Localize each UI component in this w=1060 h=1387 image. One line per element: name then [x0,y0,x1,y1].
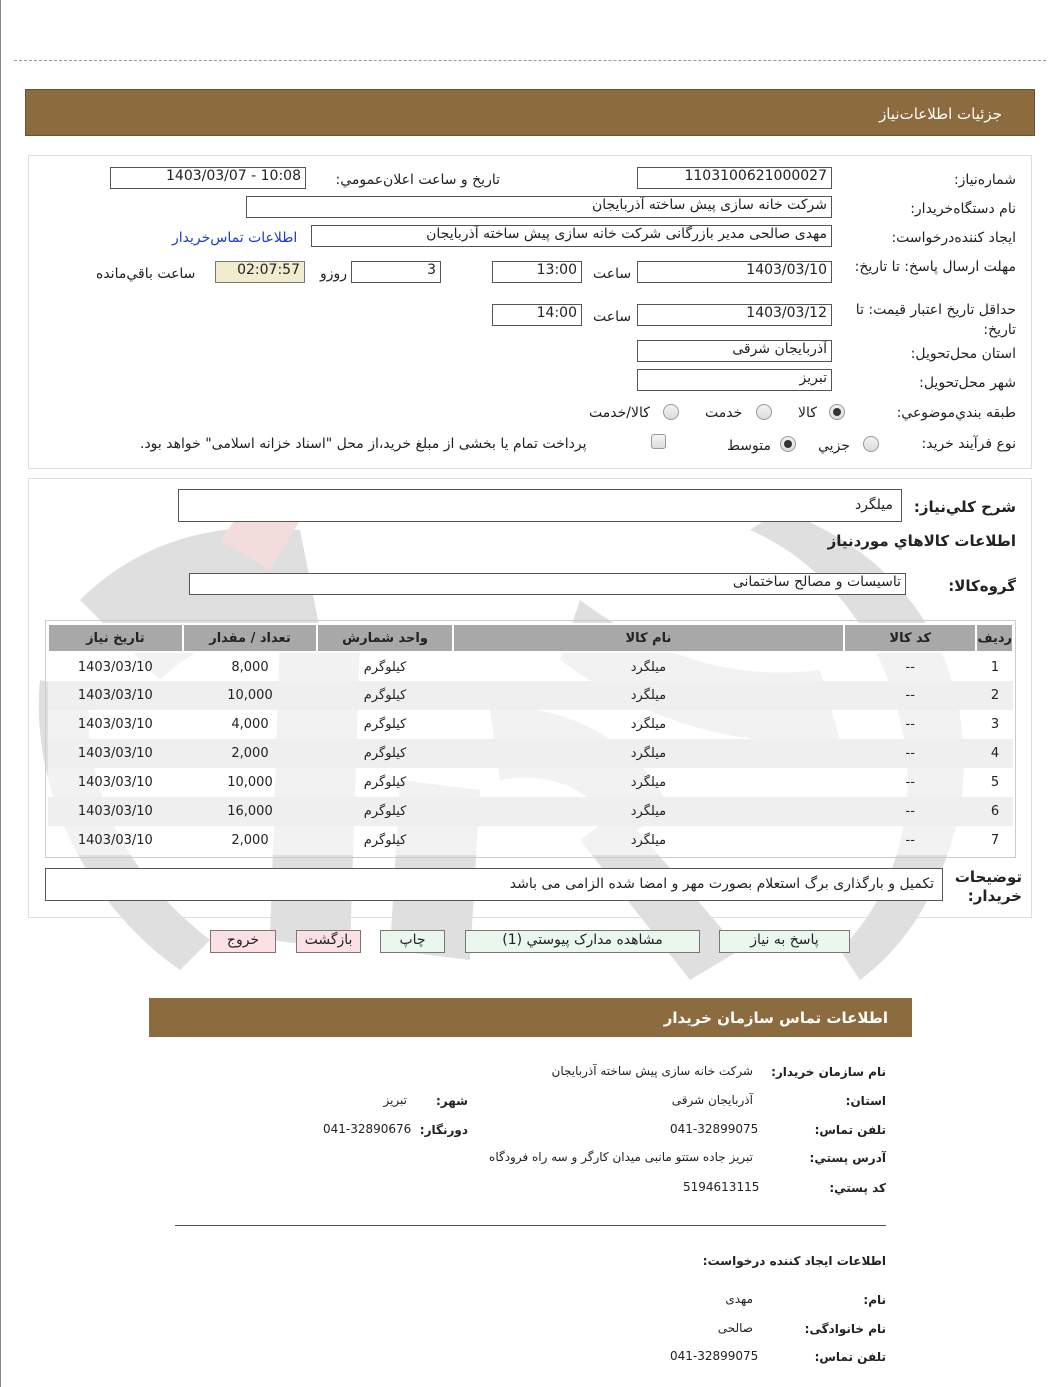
contact-address-label: آدرس پستي: [809,1151,886,1165]
creator-family-label: نام خانوادگی: [804,1322,886,1336]
cell-qty: 2,000 [183,739,318,768]
notes-label: توضيحات خريدار: [954,868,1022,905]
cell-unit: کیلوگرم [317,681,453,710]
cell-name: میلگرد [453,797,844,826]
remaining-timer: 02:07:57 [215,261,305,283]
print-button[interactable]: چاپ [380,930,445,953]
cell-unit: کیلوگرم [317,768,453,797]
cell-qty: 16,000 [183,797,318,826]
buyer-org-label: نام دستگاه‌خريدار: [910,201,1016,217]
payment-checkbox[interactable] [651,434,666,449]
category-radio-service[interactable] [756,404,772,420]
cell-qty: 2,000 [183,826,318,855]
cell-code: -- [844,710,976,739]
deadline-time-field: 13:00 [492,261,582,283]
window-left-edge [0,0,1,1387]
col-unit: واحد شمارش [317,624,453,652]
cell-date: 1403/03/10 [48,797,183,826]
need-number-label: شماره‌نياز: [953,172,1016,188]
contact-province-label: استان: [845,1094,886,1108]
cell-name: میلگرد [453,739,844,768]
cell-date: 1403/03/10 [48,768,183,797]
goods-heading: اطلاعات کالاهاي موردنياز [827,532,1016,550]
table-row [48,768,1013,797]
deadline-label: مهلت ارسال پاسخ: تا تاريخ: [854,259,1016,275]
contact-org-value: شرکت خانه سازی پیش ساخته آذربایجان [551,1064,753,1078]
cell-name: میلگرد [453,768,844,797]
col-qty: تعداد / مقدار [183,624,318,652]
process-option-medium: متوسط [727,438,771,454]
province-label: استان محل‌تحويل: [910,346,1016,362]
creator-name-label: نام: [863,1293,886,1307]
category-option-goods-service: کالا/خدمت [589,405,650,421]
contact-title: اطلاعات تماس سازمان خريدار [663,1009,888,1027]
summary-field: میلگرد [178,489,902,522]
creator-info-heading: اطلاعات ایجاد کننده درخواست: [702,1254,886,1268]
cell-row: 6 [976,797,1013,826]
cell-date: 1403/03/10 [48,739,183,768]
process-radio-minor[interactable] [863,436,879,452]
cell-code: -- [844,681,976,710]
buyer-org-field: شرکت خانه سازی پیش ساخته آذربایجان [246,196,832,218]
buyer-contact-link[interactable]: اطلاعات تماس‌خريدار [172,230,298,246]
deadline-time-label: ساعت [593,266,632,282]
exit-button[interactable]: خروج [210,930,276,953]
city-field: تبریز [637,369,832,391]
validity-time-label: ساعت [593,309,632,325]
creator-phone-value: 041-32899075 [670,1349,759,1363]
cell-date: 1403/03/10 [48,652,183,681]
cell-row: 3 [976,710,1013,739]
remaining-label: ساعت باقي‌مانده [96,266,196,282]
cell-code: -- [844,652,976,681]
cell-unit: کیلوگرم [317,797,453,826]
creator-family-value: صالحی [717,1321,753,1335]
page-title: جزئيات اطلاعات‌نياز [879,105,1002,123]
contact-address-value: تبریز جاده ستتو مانبی میدان کارگر و سه راه فرودگاه [489,1150,753,1164]
table-row [48,710,1013,739]
cell-code: -- [844,797,976,826]
province-field: آذربایجان شرقی [637,340,832,362]
validity-date-field: 1403/03/12 [637,304,832,326]
validity-label: حداقل تاريخ اعتبار قيمت: تا تاريخ: [855,302,1016,338]
cell-code: -- [844,768,976,797]
cell-name: میلگرد [453,652,844,681]
table-row [48,739,1013,768]
col-row: رديف [976,624,1013,652]
col-name: نام کالا [453,624,844,652]
cell-date: 1403/03/10 [48,826,183,855]
process-radio-medium[interactable] [780,436,796,452]
announce-field: 1403/03/07 - 10:08 [110,167,306,189]
notes-field: تکمیل و بارگذاری برگ استعلام بصورت مهر و امضا شده الزامی می باشد [45,868,943,901]
process-label: نوع فرآيند خريد: [921,436,1016,452]
category-option-service: خدمت [705,405,743,421]
cell-qty: 10,000 [183,768,318,797]
attachments-button[interactable]: مشاهده مدارک پيوستي (1) [465,930,700,953]
contact-province-value: آذربایجان شرقی [671,1093,753,1107]
contact-fax-value: 041-32890676 [323,1122,412,1136]
contact-city-label: شهر: [436,1094,468,1108]
cell-qty: 8,000 [183,652,318,681]
cell-row: 7 [976,826,1013,855]
contact-fax-label: دورنگار: [419,1123,468,1137]
category-option-goods: کالا [798,405,817,421]
group-label: گروه‌کالا: [948,577,1016,595]
cell-row: 2 [976,681,1013,710]
city-label: شهر محل‌تحويل: [919,375,1016,391]
validity-time-field: 14:00 [492,304,582,326]
cell-unit: کیلوگرم [317,652,453,681]
table-row [48,826,1013,855]
category-radio-goods[interactable] [829,404,845,420]
table-row [48,681,1013,710]
creator-name-value: مهدی [725,1292,753,1306]
reply-button[interactable]: پاسخ به نياز [719,930,850,953]
cell-qty: 4,000 [183,710,318,739]
summary-label: شرح کلي‌نياز: [913,498,1016,516]
contact-header [149,998,912,1037]
cell-row: 5 [976,768,1013,797]
contact-city-value: تبریز [383,1093,407,1107]
announce-label: تاريخ و ساعت اعلان‌عمومي: [335,172,500,188]
payment-note: پرداخت تمام يا بخشی از مبلغ خريد،از محل "اسناد خزانه اسلامی" خواهد بود. [140,436,587,452]
cell-row: 1 [976,652,1013,681]
cell-qty: 10,000 [183,681,318,710]
table-row [48,652,1013,681]
goods-table [47,623,1014,855]
contact-phone-label: تلفن تماس: [814,1123,886,1137]
contact-postal-value: 5194613115 [683,1180,760,1194]
cell-name: میلگرد [453,826,844,855]
cell-date: 1403/03/10 [48,710,183,739]
goods-table-header [48,624,1013,652]
contact-postal-label: کد پستي: [829,1181,886,1195]
cell-row: 4 [976,739,1013,768]
cell-name: میلگرد [453,710,844,739]
top-divider [14,60,1046,61]
col-date: تاريخ نياز [48,624,183,652]
cell-unit: کیلوگرم [317,739,453,768]
creator-label: ايجاد کننده‌درخواست: [891,230,1016,246]
creator-phone-label: تلفن تماس: [814,1350,886,1364]
need-number-field: 1103100621000027 [637,167,832,189]
cell-name: میلگرد [453,681,844,710]
process-option-minor: جزيي [818,438,850,454]
cell-unit: کیلوگرم [317,710,453,739]
table-row [48,797,1013,826]
cell-unit: کیلوگرم [317,826,453,855]
back-button[interactable]: بازگشت [296,930,361,953]
deadline-date-field: 1403/03/10 [637,261,832,283]
contact-phone-value: 041-32899075 [670,1122,759,1136]
contact-divider [175,1225,886,1226]
days-label: روزو [320,266,348,282]
cell-code: -- [844,739,976,768]
category-radio-goods-service[interactable] [663,404,679,420]
cell-date: 1403/03/10 [48,681,183,710]
page-header [25,89,1035,136]
contact-org-label: نام سازمان خريدار: [771,1065,886,1079]
col-code: کد کالا [844,624,976,652]
days-field: 3 [351,261,441,283]
creator-field: مهدی صالحی مدیر بازرگانی شرکت خانه سازی پیش ساخته آذربایجان [311,225,832,247]
category-label: طبقه بندي‌موضوعي: [896,405,1016,421]
cell-code: -- [844,826,976,855]
group-field: تاسیسات و مصالح ساختمانی [189,573,906,595]
